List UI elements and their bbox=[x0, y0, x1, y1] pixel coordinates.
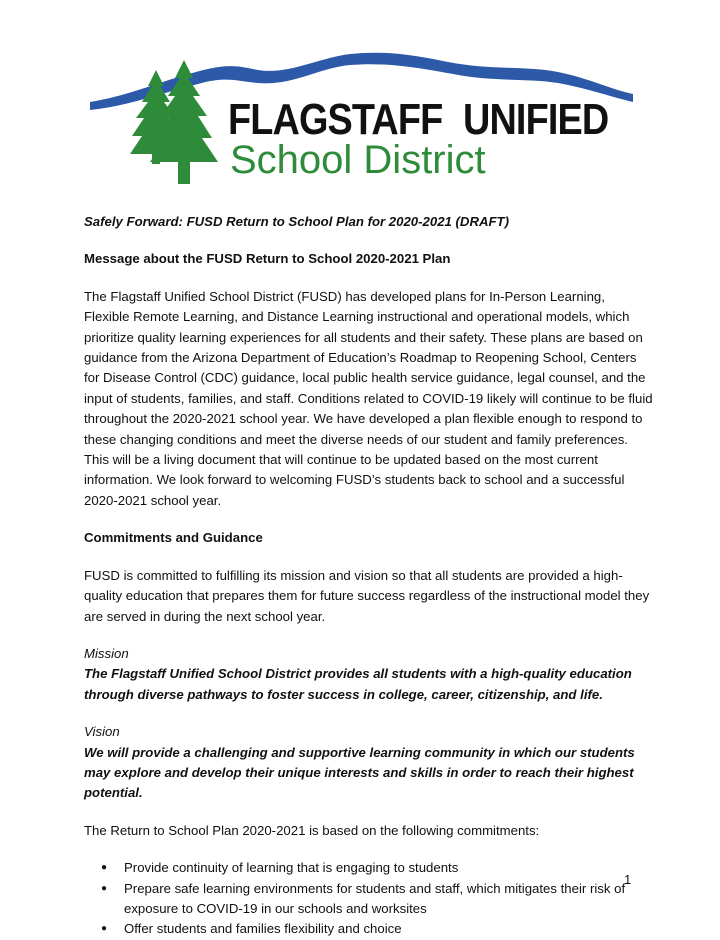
plan-intro: The Return to School Plan 2020-2021 is based on the following commitments: bbox=[84, 822, 540, 838]
bullet-icon: ● bbox=[101, 862, 108, 874]
district-logo bbox=[88, 50, 633, 190]
logo-word-flagstaff: FLAGSTAFF bbox=[228, 95, 443, 144]
mission-label: Mission bbox=[84, 645, 129, 661]
message-heading: Message about the FUSD Return to School 2020-2021 Plan bbox=[84, 251, 451, 267]
list-item: ● Offer students and families flexibility and choice bbox=[124, 919, 654, 939]
vision-label: Vision bbox=[84, 724, 120, 740]
mission-text: The Flagstaff Unified School District provides all students with a high-quality education through diverse pathways to foster success in college, career, citizenship, and life. bbox=[84, 666, 632, 702]
logo-word-unified: UNIFIED bbox=[463, 95, 609, 144]
message-body: The Flagstaff Unified School District (FUSD) has developed plans for In-Person Learning, Flexible Remote Learning, and Distance Learning instructional and operational models, which prioritize quality learning experiences for all students and their safety. These plans are based on guidance from the Arizona Department of Education’s Roadmap to Reopening School, Centers for Disease Control (CDC) guidance, local public health service guidance, legal counsel, and the input of students, families, and staff. Conditions related to COVID-19 likely will continue to be fluid throughout the 2020-2021 school year. We have developed a plan flexible enough to respond to these changing conditions and meet the diverse needs of our student and family preferences. This will be a living document that will continue to be updated based on the most current information. We look forward to welcoming FUSD’s students back to school and a successful 2020-2021 school year. bbox=[84, 288, 653, 508]
commitments-body: FUSD is committed to fulfilling its mission and vision so that all students are provided a high-quality education that prepares them for future success regardless of the instructional model they are served in during the next school year. bbox=[84, 567, 650, 624]
list-item: ● Provide continuity of learning that is engaging to students bbox=[124, 858, 654, 878]
document-body bbox=[84, 212, 654, 940]
page-number: 1 bbox=[624, 872, 632, 887]
document-title: Safely Forward: FUSD Return to School Plan for 2020-2021 (DRAFT) bbox=[84, 214, 510, 229]
vision-text: We will provide a challenging and supportive learning community in which our students may explore and develop their unique interests and skills in order to reach their highest potential. bbox=[84, 744, 635, 801]
bullet-icon: ● bbox=[101, 882, 108, 894]
commitments-list bbox=[84, 858, 654, 940]
commitments-heading: Commitments and Guidance bbox=[84, 530, 263, 546]
list-item: ● Prepare safe learning environments for students and staff, which mitigates their risk of exposure to COVID-19 in our schools and worksites bbox=[101, 880, 626, 916]
bullet-icon: ● bbox=[101, 923, 108, 935]
logo-subtitle: School District bbox=[230, 138, 486, 182]
